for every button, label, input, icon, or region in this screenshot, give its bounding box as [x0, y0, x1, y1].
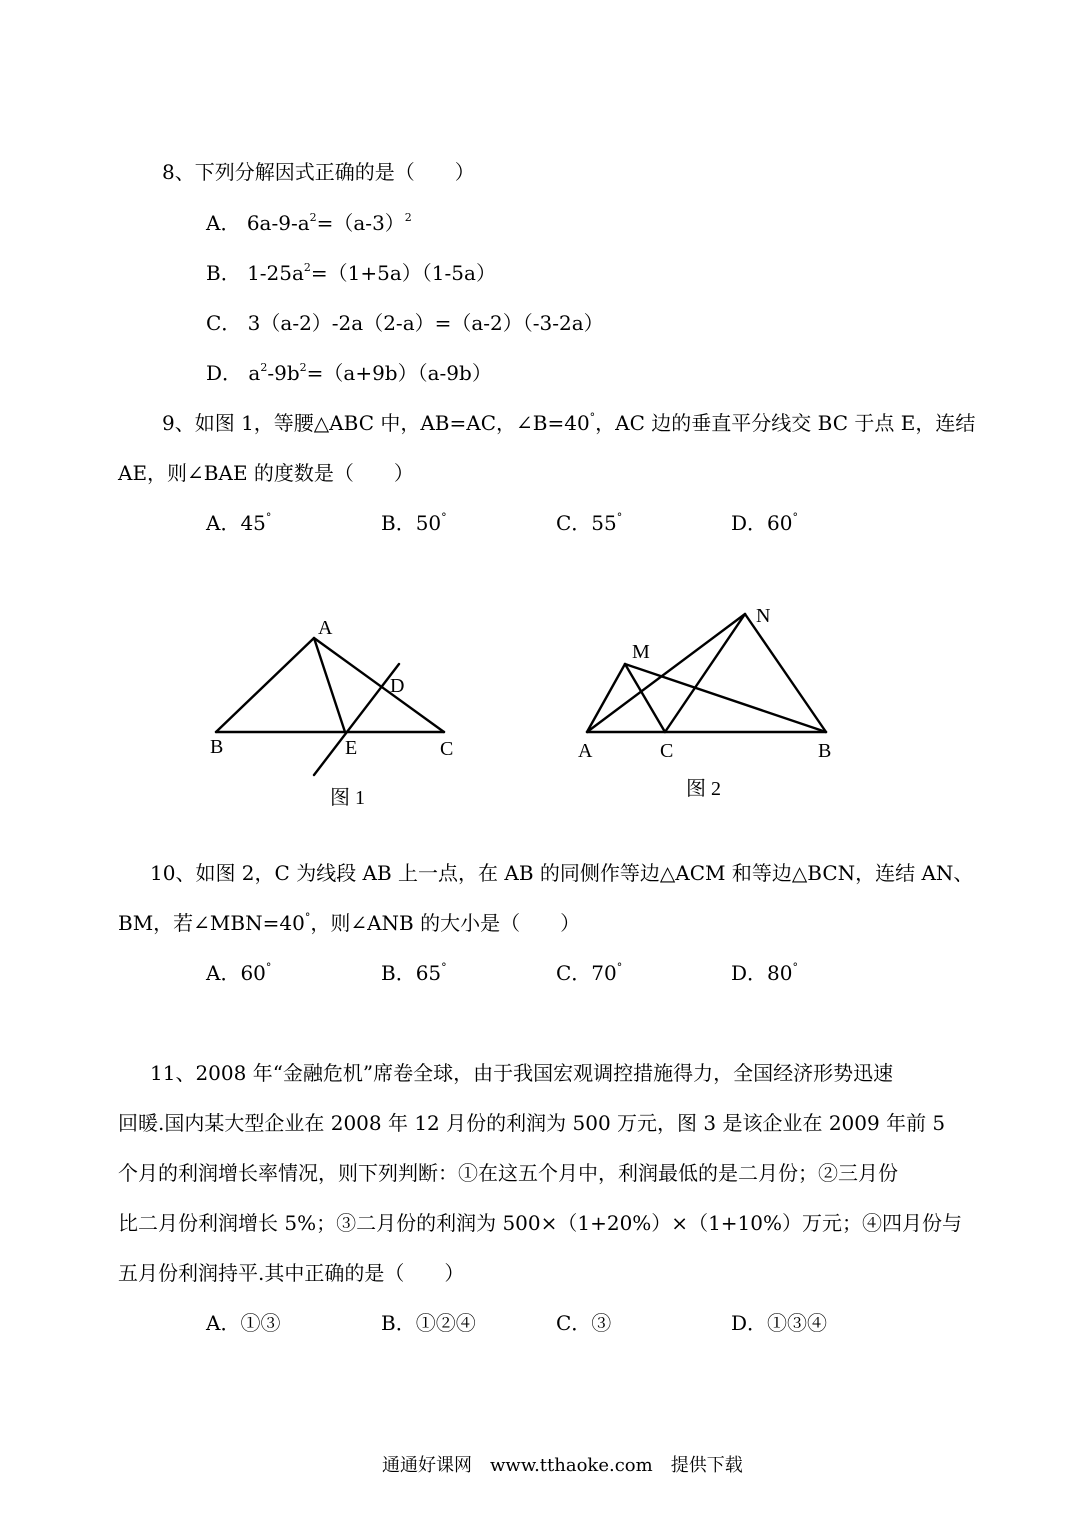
q11-option-b: B．①②④ [381, 1311, 476, 1335]
page-footer: 通通好课网 www.tthaoke.com 提供下载 [382, 1455, 743, 1476]
fig1-label-d: D [390, 675, 405, 697]
figure-2 [587, 614, 826, 732]
fig1-side-ab [216, 638, 314, 732]
q10-option-d: D．80° [731, 961, 798, 985]
q11-stem-line5: 五月份利润持平.其中正确的是（ ） [118, 1261, 465, 1285]
fig1-side-ac [314, 638, 444, 732]
fig2-segment-an [587, 614, 745, 732]
figure-1 [216, 638, 444, 775]
q11-stem-line2: 回暖.国内某大型企业在 2008 年 12 月份的利润为 500 万元，图 3 是该企业在 2009 年前 5 [118, 1111, 946, 1135]
fig2-label-c: C [660, 740, 674, 762]
q11-option-d: D．①③④ [731, 1311, 828, 1335]
fig2-side-am [587, 664, 625, 732]
fig2-label-n: N [756, 605, 771, 627]
fig1-label-b: B [210, 736, 224, 758]
q11-stem-line1: 11、2008 年“金融危机”席卷全球，由于我国宏观调控措施得力，全国经济形势迅速 [150, 1061, 894, 1085]
q10-option-a: A．60° [206, 961, 272, 985]
q11-stem-line3: 个月的利润增长率情况，则下列判断：①在这五个月中，利润最低的是二月份；②三月份 [118, 1161, 898, 1185]
q9-stem-line1: 9、如图 1，等腰△ABC 中，AB=AC，∠B=40°，AC 边的垂直平分线交 BC 于点 E，连结 [162, 411, 976, 435]
fig2-segment-bm [625, 664, 826, 732]
fig2-side-nb [745, 614, 826, 732]
q11-stem-line4: 比二月份利润增长 5%；③二月份的利润为 500×（1+20%）×（1+10%）万元；④四月份与 [118, 1211, 963, 1235]
q8-stem: 8、下列分解因式正确的是（ ） [162, 160, 475, 184]
fig2-caption: 图 2 [686, 778, 721, 800]
q9-option-c: C．55° [556, 511, 623, 535]
fig1-caption: 图 1 [330, 787, 365, 809]
fig2-label-a: A [578, 740, 593, 762]
fig2-label-m: M [632, 641, 650, 663]
q8-option-b: B． $1-25a^2=(1+5a)(1-5a)$ [206, 261, 496, 285]
q10-option-c: C．70° [556, 961, 623, 985]
fig1-label-c: C [440, 738, 454, 760]
fig2-label-b: B [818, 740, 832, 762]
q9-option-b: B．50° [381, 511, 447, 535]
q11-option-c: C．③ [556, 1311, 612, 1335]
q11-option-a: A．①③ [206, 1311, 281, 1335]
q9-option-a: A．45° [206, 511, 272, 535]
q10-stem-line2: BM，若∠MBN=40°，则∠ANB 的大小是（ ） [118, 911, 581, 935]
fig1-label-a: A [318, 617, 333, 639]
q10-stem-line1: 10、如图 2，C 为线段 AB 上一点，在 AB 的同侧作等边△ACM 和等边△BCN，连结 AN、 [150, 861, 974, 885]
q8-option-c: C． 3（a-2）-2a（2-a）=（a-2）（-3-2a） [206, 311, 604, 335]
fig2-side-cn [665, 614, 745, 732]
fig1-label-e: E [345, 737, 358, 759]
q8-option-d: D． $a^2-9b^2=(a+9b)(a-9b)$ [206, 361, 492, 385]
q9-option-d: D．60° [731, 511, 798, 535]
fig1-segment-ae [314, 638, 345, 732]
q9-stem-line2: AE，则∠BAE 的度数是（ ） [118, 461, 414, 485]
q8-option-a: A． $6a-9-a^2=(a-3)^2$ [206, 211, 412, 235]
q10-option-b: B．65° [381, 961, 447, 985]
